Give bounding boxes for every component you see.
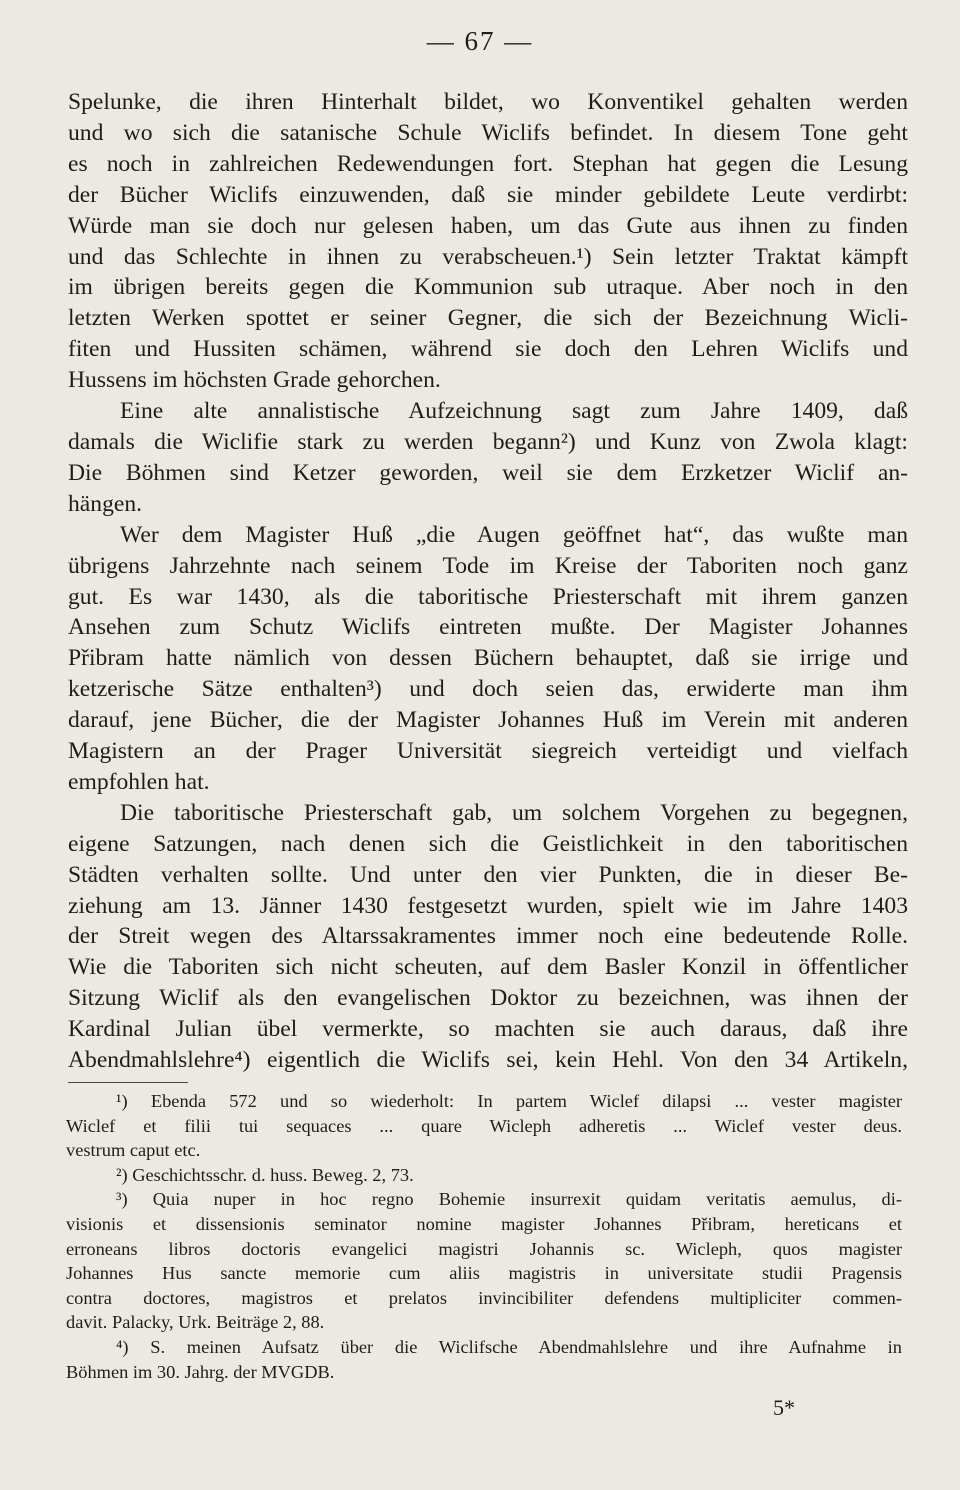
text-line: Die taboritische Priesterschaft gab, um solchem Vorgehen zu begegnen, [120,799,908,826]
text-line: gut. Es war 1430, als die taboritische Priesterschaft mit ihrem ganzen [68,583,908,610]
text-line: Eine alte annalistische Aufzeichnung sagt zum Jahre 1409, daß [120,398,908,425]
text-line: Spelunke, die ihren Hinterhalt bildet, wo Konventikel gehalten werden [68,89,908,115]
text-line: der Streit wegen des Altarssakramentes immer noch eine bedeutende Rolle. [68,923,908,950]
footnote-divider [68,1082,188,1083]
text-line: Wer dem Magister Huß „die Augen geöffnet hat“, das wußte man [120,521,908,548]
footnote-line: Wiclef et filii tui sequaces ... quare Wicleph adheretis ... Wiclef vester deus. [66,1115,902,1136]
footnote-line: erroneans libros doctoris evangelici magistri Johannis sc. Wicleph, quos magister [66,1238,902,1259]
text-line: Städten verhalten sollte. Und unter den vier Punkten, die in dieser Be- [68,861,908,888]
text-line: übrigens Jahrzehnte nach seinem Tode im Kreise der Taboriten noch ganz [68,552,908,579]
text-line: Hussens im höchsten Grade gehorchen. [68,367,441,394]
text-line: es noch in zahlreichen Redewendungen fort. Stephan hat gegen die Lesung [68,150,908,177]
text-line: hängen. [68,490,143,517]
text-line: Přibram hatte nämlich von dessen Büchern behauptet, daß sie irrige und [68,645,908,672]
main-text [68,87,908,1076]
signature-mark: 5* [773,1395,795,1420]
footnote-line: contra doctores, magistros et prelatos invincibiliter defendens multipliciter commen- [66,1287,902,1308]
text-line: Die Böhmen sind Ketzer geworden, weil sie dem Erzketzer Wiclif an- [68,459,908,486]
text-line: darauf, jene Bücher, die der Magister Johannes Huß im Verein mit anderen [68,707,908,734]
footnotes [66,1089,902,1384]
text-line: Abendmahlslehre⁴) eigentlich die Wiclifs sei, kein Hehl. Von den 34 Artikeln, [68,1047,908,1074]
page-number-header: — 67 — [426,26,534,56]
text-line: Kardinal Julian übel vermerkte, so machten sie auch daraus, daß ihre [68,1016,908,1043]
footnote-line: Johannes Hus sancte memorie cum aliis magistris in universitate studii Pragensis [66,1263,902,1284]
footnote-line: vestrum caput etc. [66,1140,201,1161]
text-line: Würde man sie doch nur gelesen haben, um das Gute aus ihnen zu finden [68,212,908,239]
footnote-line: ¹) Ebenda 572 und so wiederholt: In partem Wiclef dilapsi ... vester magister [116,1091,902,1111]
text-line: letzten Werken spottet er seiner Gegner, die sich der Bezeichnung Wicli- [68,305,908,332]
text-line: Magistern an der Prager Universität siegreich verteidigt und vielfach [68,738,908,765]
text-line: fiten und Hussiten schämen, während sie doch den Lehren Wiclifs und [68,336,908,363]
text-line: und das Schlechte in ihnen zu verabscheuen.¹) Sein letzter Traktat kämpft [68,243,908,270]
text-line: Sitzung Wiclif als den evangelischen Doktor zu bezeichnen, was ihnen der [68,985,908,1012]
text-line: der Bücher Wiclifs einzuwenden, daß sie minder gebildete Leute verdirbt: [68,181,908,208]
text-line: Ansehen zum Schutz Wiclifs eintreten mußte. Der Magister Johannes [68,614,908,641]
footnote-line: Böhmen im 30. Jahrg. der MVGDB. [66,1361,335,1382]
text-line: und wo sich die satanische Schule Wiclifs befindet. In diesem Tone geht [68,119,908,146]
footnote-line: ³) Quia nuper in hoc regno Bohemie insurrexit quidam veritatis aemulus, di- [116,1189,902,1210]
footnote-line: ²) Geschichtsschr. d. huss. Beweg. 2, 73. [116,1164,414,1185]
text-line: ziehung am 13. Jänner 1430 festgesetzt wurden, spielt wie im Jahre 1403 [68,892,908,919]
footnote-line: visionis et dissensionis seminator nomine magister Johannes Přibram, hereticans et [66,1213,902,1234]
text-line: empfohlen hat. [68,768,210,795]
footnote-line: ⁴) S. meinen Aufsatz über die Wiclifsche Abendmahlslehre und ihre Aufnahme in [116,1336,902,1357]
text-line: ketzerische Sätze enthalten³) und doch seien das, erwiderte man ihm [68,676,908,703]
text-line: Wie die Taboriten sich nicht scheuten, auf dem Basler Konzil in öffentlicher [68,954,908,981]
text-line: im übrigen bereits gegen die Kommunion sub utraque. Aber noch in den [68,274,908,301]
footnote-line: davit. Palacky, Urk. Beiträge 2, 88. [66,1312,325,1333]
text-line: damals die Wiclifie stark zu werden begann²) und Kunz von Zwola klagt: [68,428,908,455]
text-line: eigene Satzungen, nach denen sich die Geistlichkeit in den taboritischen [68,830,908,857]
